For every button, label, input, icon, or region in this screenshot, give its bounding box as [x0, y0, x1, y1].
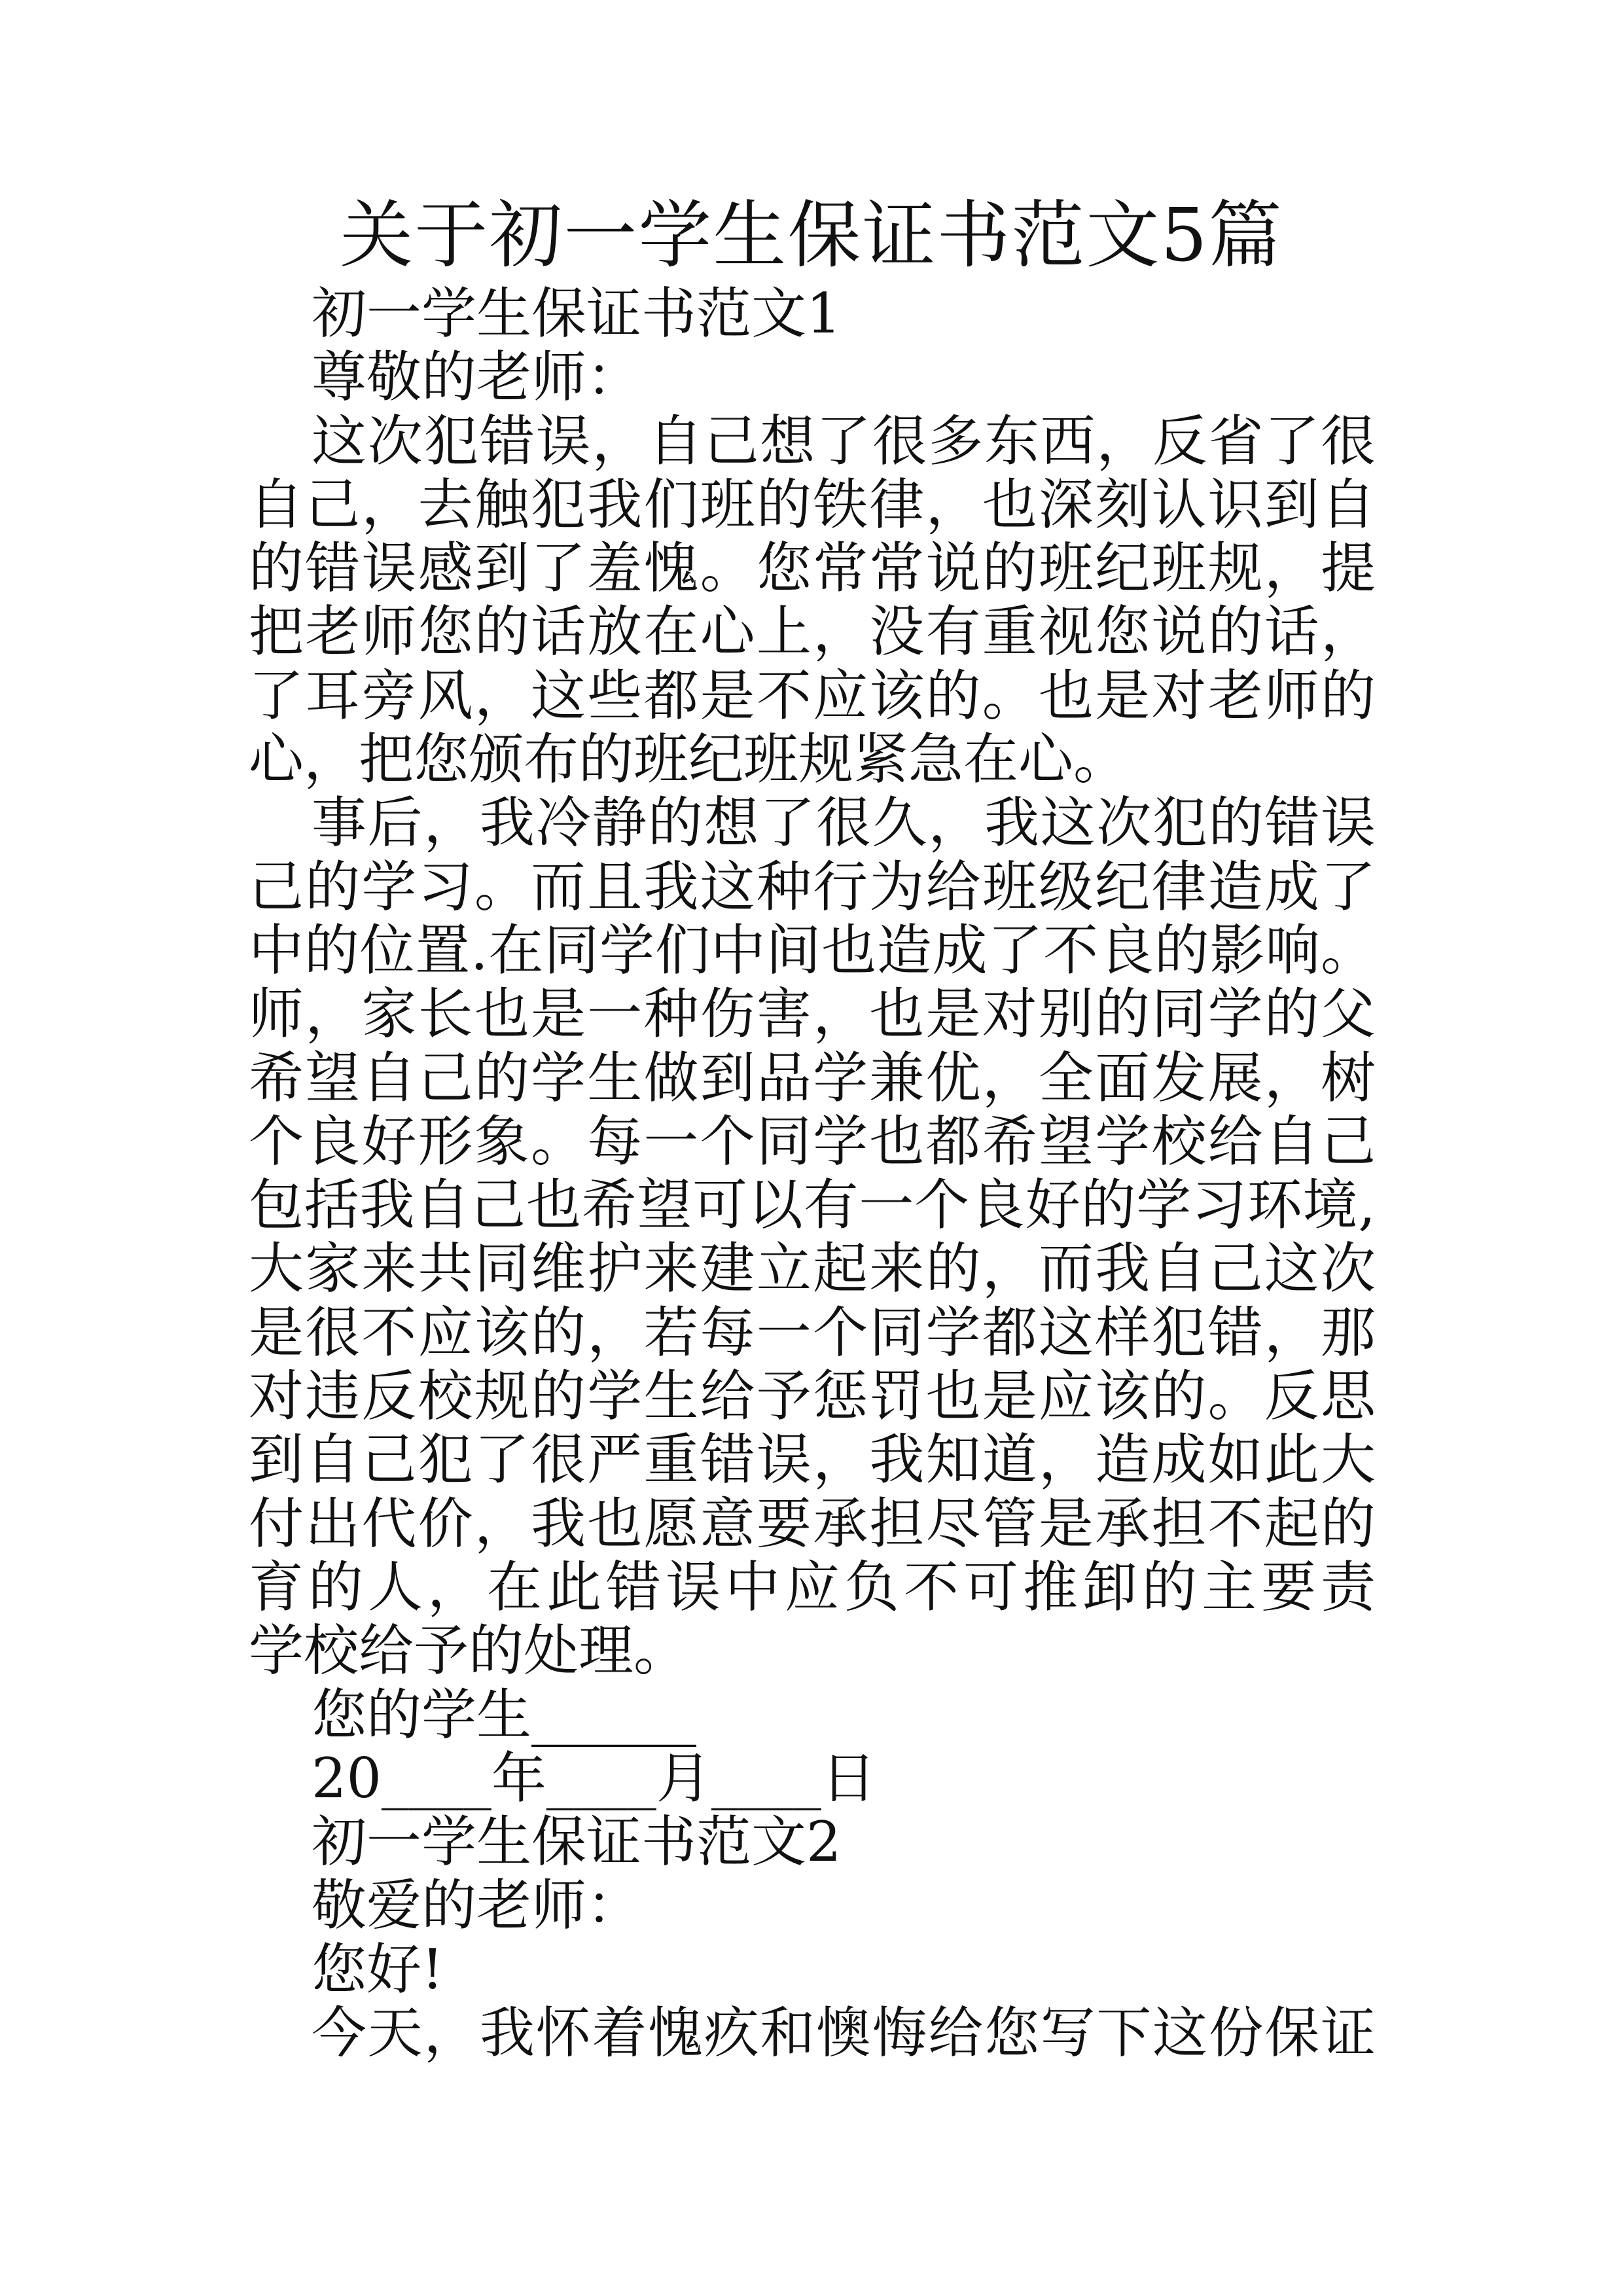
paragraph-line: 学校给予的处理。: [249, 1619, 689, 1683]
paragraph-line: 中的位置.在同学们中间也造成了不良的影响。: [249, 918, 1376, 982]
paragraph-line: 希望自己的学生做到品学兼优，全面发展，树: [249, 1046, 1376, 1110]
paragraph-line: 这次犯错误，自己想了很多东西，反省了很: [312, 409, 1376, 473]
paragraph-line: 对违反校规的学生给予惩罚也是应该的。反思: [249, 1365, 1376, 1429]
salutation: 敬爱的老师：: [312, 1873, 642, 1938]
signature-line: 您的学生______: [312, 1682, 697, 1747]
paragraph-line: 心，把您颁布的班纪班规紧急在心。: [249, 727, 1129, 792]
paragraph-line: 付出代价，我也愿意要承担尽管是承担不起的: [249, 1492, 1376, 1556]
paragraph-line: 把老师您的话放在心上，没有重视您说的话，: [249, 600, 1376, 664]
paragraph-line: 大家来共同维护来建立起来的，而我自己这次: [249, 1237, 1376, 1301]
section-heading: 初一学生保证书范文2: [312, 1810, 842, 1874]
paragraph-line: 师，家长也是一种伤害，也是对别的同学的父: [249, 982, 1376, 1047]
paragraph-line: 育的人，在此错误中应负不可推卸的主要责: [249, 1555, 1376, 1619]
paragraph-line: 己的学习。而且我这种行为给班级纪律造成了: [249, 855, 1376, 919]
paragraph-line: 了耳旁风，这些都是不应该的。也是对老师的: [249, 664, 1376, 728]
paragraph-line: 今天，我怀着愧疚和懊悔给您写下这份保证: [312, 2001, 1376, 2066]
document-title: 关于初一学生保证书范文5篇: [340, 193, 1283, 278]
paragraph-line: 到自己犯了很严重错误，我知道，造成如此大: [249, 1428, 1376, 1492]
document-body: [249, 282, 1376, 2065]
paragraph-line: 自己，去触犯我们班的铁律，也深刻认识到自: [249, 473, 1376, 537]
paragraph-line: 个良好形象。每一个同学也都希望学校给自己: [249, 1109, 1376, 1174]
salutation: 尊敬的老师：: [312, 345, 642, 410]
paragraph-line: 包括我自己也希望可以有一个良好的学习环境,: [249, 1174, 1376, 1238]
paragraph-line: 事后，我冷静的想了很久，我这次犯的错误: [312, 791, 1376, 855]
greeting: 您好!: [312, 1937, 444, 2001]
paragraph-line: 的错误感到了羞愧。您常常说的班纪班规，提: [249, 537, 1376, 601]
date-line: 20____年____月____日: [312, 1746, 876, 1810]
paragraph-line: 是很不应该的，若每一个同学都这样犯错，那: [249, 1300, 1376, 1365]
section-heading: 初一学生保证书范文1: [312, 281, 842, 346]
